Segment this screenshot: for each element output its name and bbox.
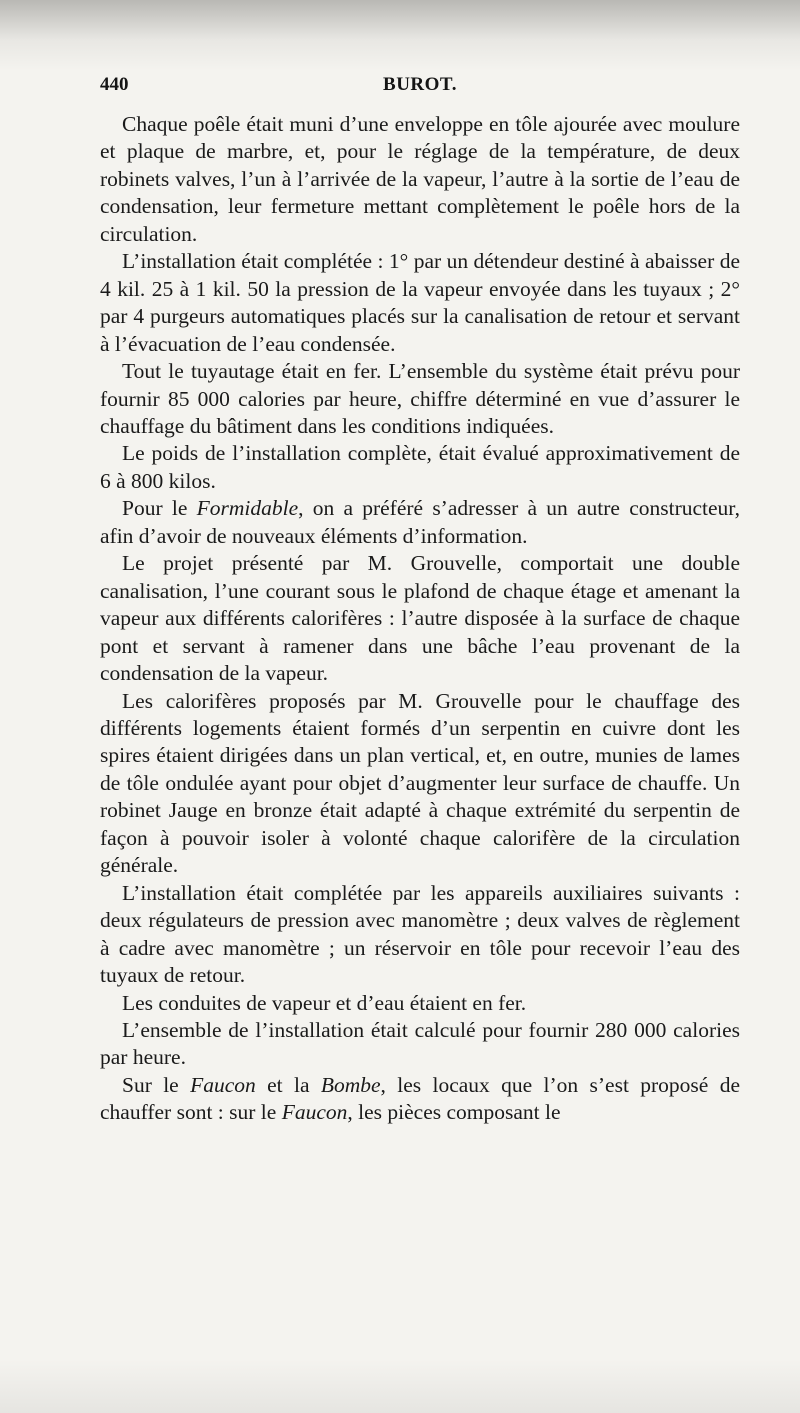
paragraph: [100, 111, 740, 248]
paragraph: [100, 1072, 740, 1127]
text-run: Pour le: [122, 496, 197, 521]
text-run: L’installation était complétée par les appareils auxiliaires suivants : deux régulateurs de pression avec manomètre ; deux valves de règlement à cadre avec manomètre ; un réservoir en tôle pour recevoir l’eau des tuyaux de retour.: [100, 880, 740, 988]
text-run: L’installation était complétée : 1° par un détendeur destiné à abaisser de 4 kil. 25 à 1 kil. 50 la pression de la vapeur envoyée dans les tuyaux ; 2° par 4 purgeurs automatiques placés sur la canalisation de retour et servant à l’évacuation de l’eau condensée.: [100, 249, 740, 356]
text-run: , on a préféré s’adresser à un autre constructeur, afin d’avoir de nouveaux éléments d’information.: [100, 496, 740, 548]
text-run: L’ensemble de l’installation était calculé pour fournir 280 000 calories par heure.: [100, 1017, 740, 1070]
text-run: Chaque poêle était muni d’une enveloppe en tôle ajourée avec moulure et plaque de marbre, et, pour le réglage de la température, de deux robinets valves, l’un à l’arrivée de la vapeur, l’autre à la sortie de l’eau de condensation, leur fermeture mettant complètement le poêle hors de la circulation.: [100, 112, 740, 246]
text-run: et la: [255, 1072, 321, 1097]
text-run: Le poids de l’installation complète, était évalué approximativement de 6 à 800 kilos.: [100, 441, 740, 493]
paragraph: [100, 495, 740, 550]
paragraph: [100, 358, 740, 440]
paragraph: [100, 550, 740, 687]
paragraph: [100, 248, 740, 358]
text-run: Les conduites de vapeur et d’eau étaient en fer.: [122, 990, 527, 1015]
italic-ship-name: Faucon: [281, 1100, 348, 1125]
paragraph: [100, 990, 740, 1017]
paragraph: [100, 880, 740, 990]
paragraph: [100, 440, 740, 495]
body-text: [100, 111, 740, 1127]
italic-ship-name: Faucon: [190, 1072, 256, 1097]
text-run: , les locaux que l’on s’est proposé de chauffer sont : sur le: [100, 1072, 740, 1125]
text-run: Le projet présenté par M. Grouvelle, comportait une double canalisation, l’une courant sous le plafond de chaque étage et amenant la vapeur aux différents calorifères : l’autre disposée à la surface de chaque pont et servant à ramener dans une bâche l’eau provenant de la condensation de la vapeur.: [100, 551, 740, 686]
text-run: Sur le: [122, 1072, 191, 1097]
page-header: [100, 74, 740, 104]
text-run: Les calorifères proposés par M. Grouvelle pour le chauffage des différents logements étaient formés d’un serpentin en cuivre dont les spires étaient dirigées dans un plan vertical, et, en outre, munies de lames de tôle ondulée ayant pour objet d’augmenter leur surface de chauffe. Un robinet Jauge en bronze était adapté à chaque extrémité du serpentin de façon à pouvoir isoler à volonté chaque calorifère de la circulation générale.: [100, 688, 740, 878]
text-run: Tout le tuyautage était en fer. L’ensemble du système était prévu pour fournir 85 000 calories par heure, chiffre déterminé en vue d’assurer le chauffage du bâtiment dans les conditions indiquées.: [100, 359, 740, 438]
page-number: 440: [100, 74, 129, 95]
italic-ship-name: Bombe: [320, 1072, 381, 1097]
paragraph: [100, 1017, 740, 1072]
running-head: BUROT.: [383, 74, 457, 95]
paragraph: [100, 688, 740, 880]
italic-ship-name: Formidable: [196, 496, 299, 521]
text-run: , les pièces composant le: [347, 1100, 561, 1125]
